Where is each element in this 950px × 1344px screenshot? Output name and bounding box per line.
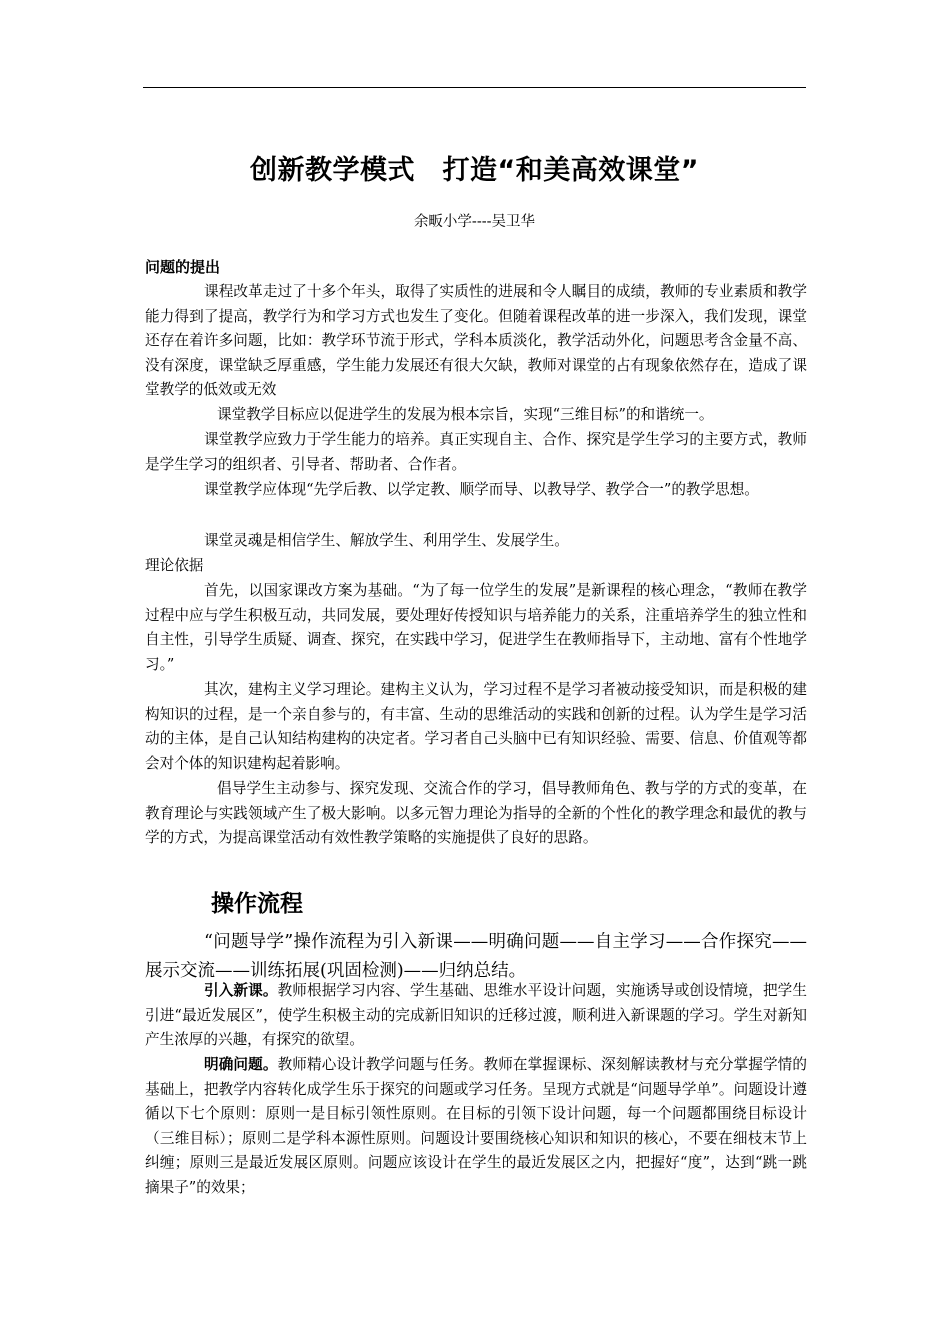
section-heading-process: 操作流程 bbox=[211, 891, 303, 917]
paragraph-body: 教师精心设计教学问题与任务。教师在掌握课标、深刻解读教材与充分掌握学情的基础上，把教学内容转化成学生乐于探究的问题或学习任务。呈现方式就是“问题导学单”。问题设计遵循以下七个原则：原则一是目标引领性原则。在目标的引领下设计问题，每一个问题都围绕目标设计（三维目标）；原则二是学科本源性原则。问题设计要围绕核心知识和知识的核心，不要在细枝末节上纠缠；原则三是最近发展区原则。问题应该设计在学生的最近发展区之内，把握好“度”，达到“跳一跳摘果子”的效果； bbox=[145, 1056, 807, 1196]
paragraph: 课程改革走过了十多个年头，取得了实质性的进展和令人瞩目的成绩，教师的专业素质和教学能力得到了提高，教学行为和学习方式也发生了变化。但随着课程改革的进一步深入，我们发现，课堂还存在着许多问题，比如：教学环节流于形式，学科本质淡化，教学活动外化，问题思考含金量不高、没有深度，课堂缺乏厚重感，学生能力发展还有很大欠缺，教师对课堂的占有现象依然存在，造成了课堂教学的低效或无效 bbox=[145, 283, 807, 399]
paragraph bbox=[145, 979, 807, 1053]
paragraph: 课堂教学应致力于学生能力的培养。真正实现自主、合作、探究是学生学习的主要方式，教师是学生学习的组织者、引导者、帮助者、合作者。 bbox=[145, 431, 807, 473]
paragraph: 课堂教学目标应以促进学生的发展为根本宗旨，实现“三维目标”的和谐统一。 bbox=[217, 406, 714, 423]
document-author: 余畈小学----吴卫华 bbox=[413, 214, 536, 230]
paragraph: 倡导学生主动参与、探究发现、交流合作的学习，倡导教师角色、教与学的方式的变革，在教育理论与实践领域产生了极大影响。以多元智力理论为指导的全新的个性化的教学理念和最优的教与学的方式，为提高课堂活动有效性教学策略的实施提供了良好的思路。 bbox=[145, 780, 807, 847]
paragraph: 课堂教学应体现“先学后教、以学定教、顺学而导、以教导学、教学合一”的教学思想。 bbox=[204, 481, 759, 498]
paragraph: 首先，以国家课改方案为基础。“为了每一位学生的发展”是新课程的核心理念，“教师在教学过程中应与学生积极互动，共同发展，要处理好传授知识与培养能力的关系，注重培养学生的独立性和自主性，引导学生质疑、调查、探究，在实践中学习，促进学生在教师指导下，主动地、富有个性地学习。” bbox=[145, 582, 807, 673]
process-intro: “问题导学”操作流程为引入新课——明确问题——自主学习——合作探究——展示交流——训练拓展(巩固检测)——归纳总结。 bbox=[145, 932, 807, 981]
paragraph bbox=[145, 1053, 807, 1201]
paragraph-body: 教师根据学习内容、学生基础、思维水平设计问题，实施诱导或创设情境，把学生引进“最近发展区”，使学生积极主动的完成新旧知识的迁移过渡，顺利进入新课题的学习。学生对新知产生浓厚的兴趣，有探究的欲望。 bbox=[145, 982, 807, 1049]
header-rule bbox=[143, 87, 806, 88]
section-heading-theory: 理论依据 bbox=[145, 557, 204, 574]
paragraph-lead: 引入新课。 bbox=[204, 982, 278, 999]
paragraph: 其次，建构主义学习理论。建构主义认为，学习过程不是学习者被动接受知识，而是积极的建构知识的过程，是一个亲自参与的，有丰富、生动的思维活动的实践和创新的过程。认为学生是学习活动的主体，是自己认知结构建构的决定者。学习者自己头脑中已有知识经验、需要、信息、价值观等都会对个体的知识建构起着影响。 bbox=[145, 681, 807, 772]
paragraph: 课堂灵魂是相信学生、解放学生、利用学生、发展学生。 bbox=[204, 532, 569, 549]
paragraph-lead: 明确问题。 bbox=[204, 1056, 278, 1073]
document-title: 创新教学模式 打造“和美高效课堂” bbox=[250, 155, 699, 186]
section-heading-problem: 问题的提出 bbox=[145, 258, 221, 276]
